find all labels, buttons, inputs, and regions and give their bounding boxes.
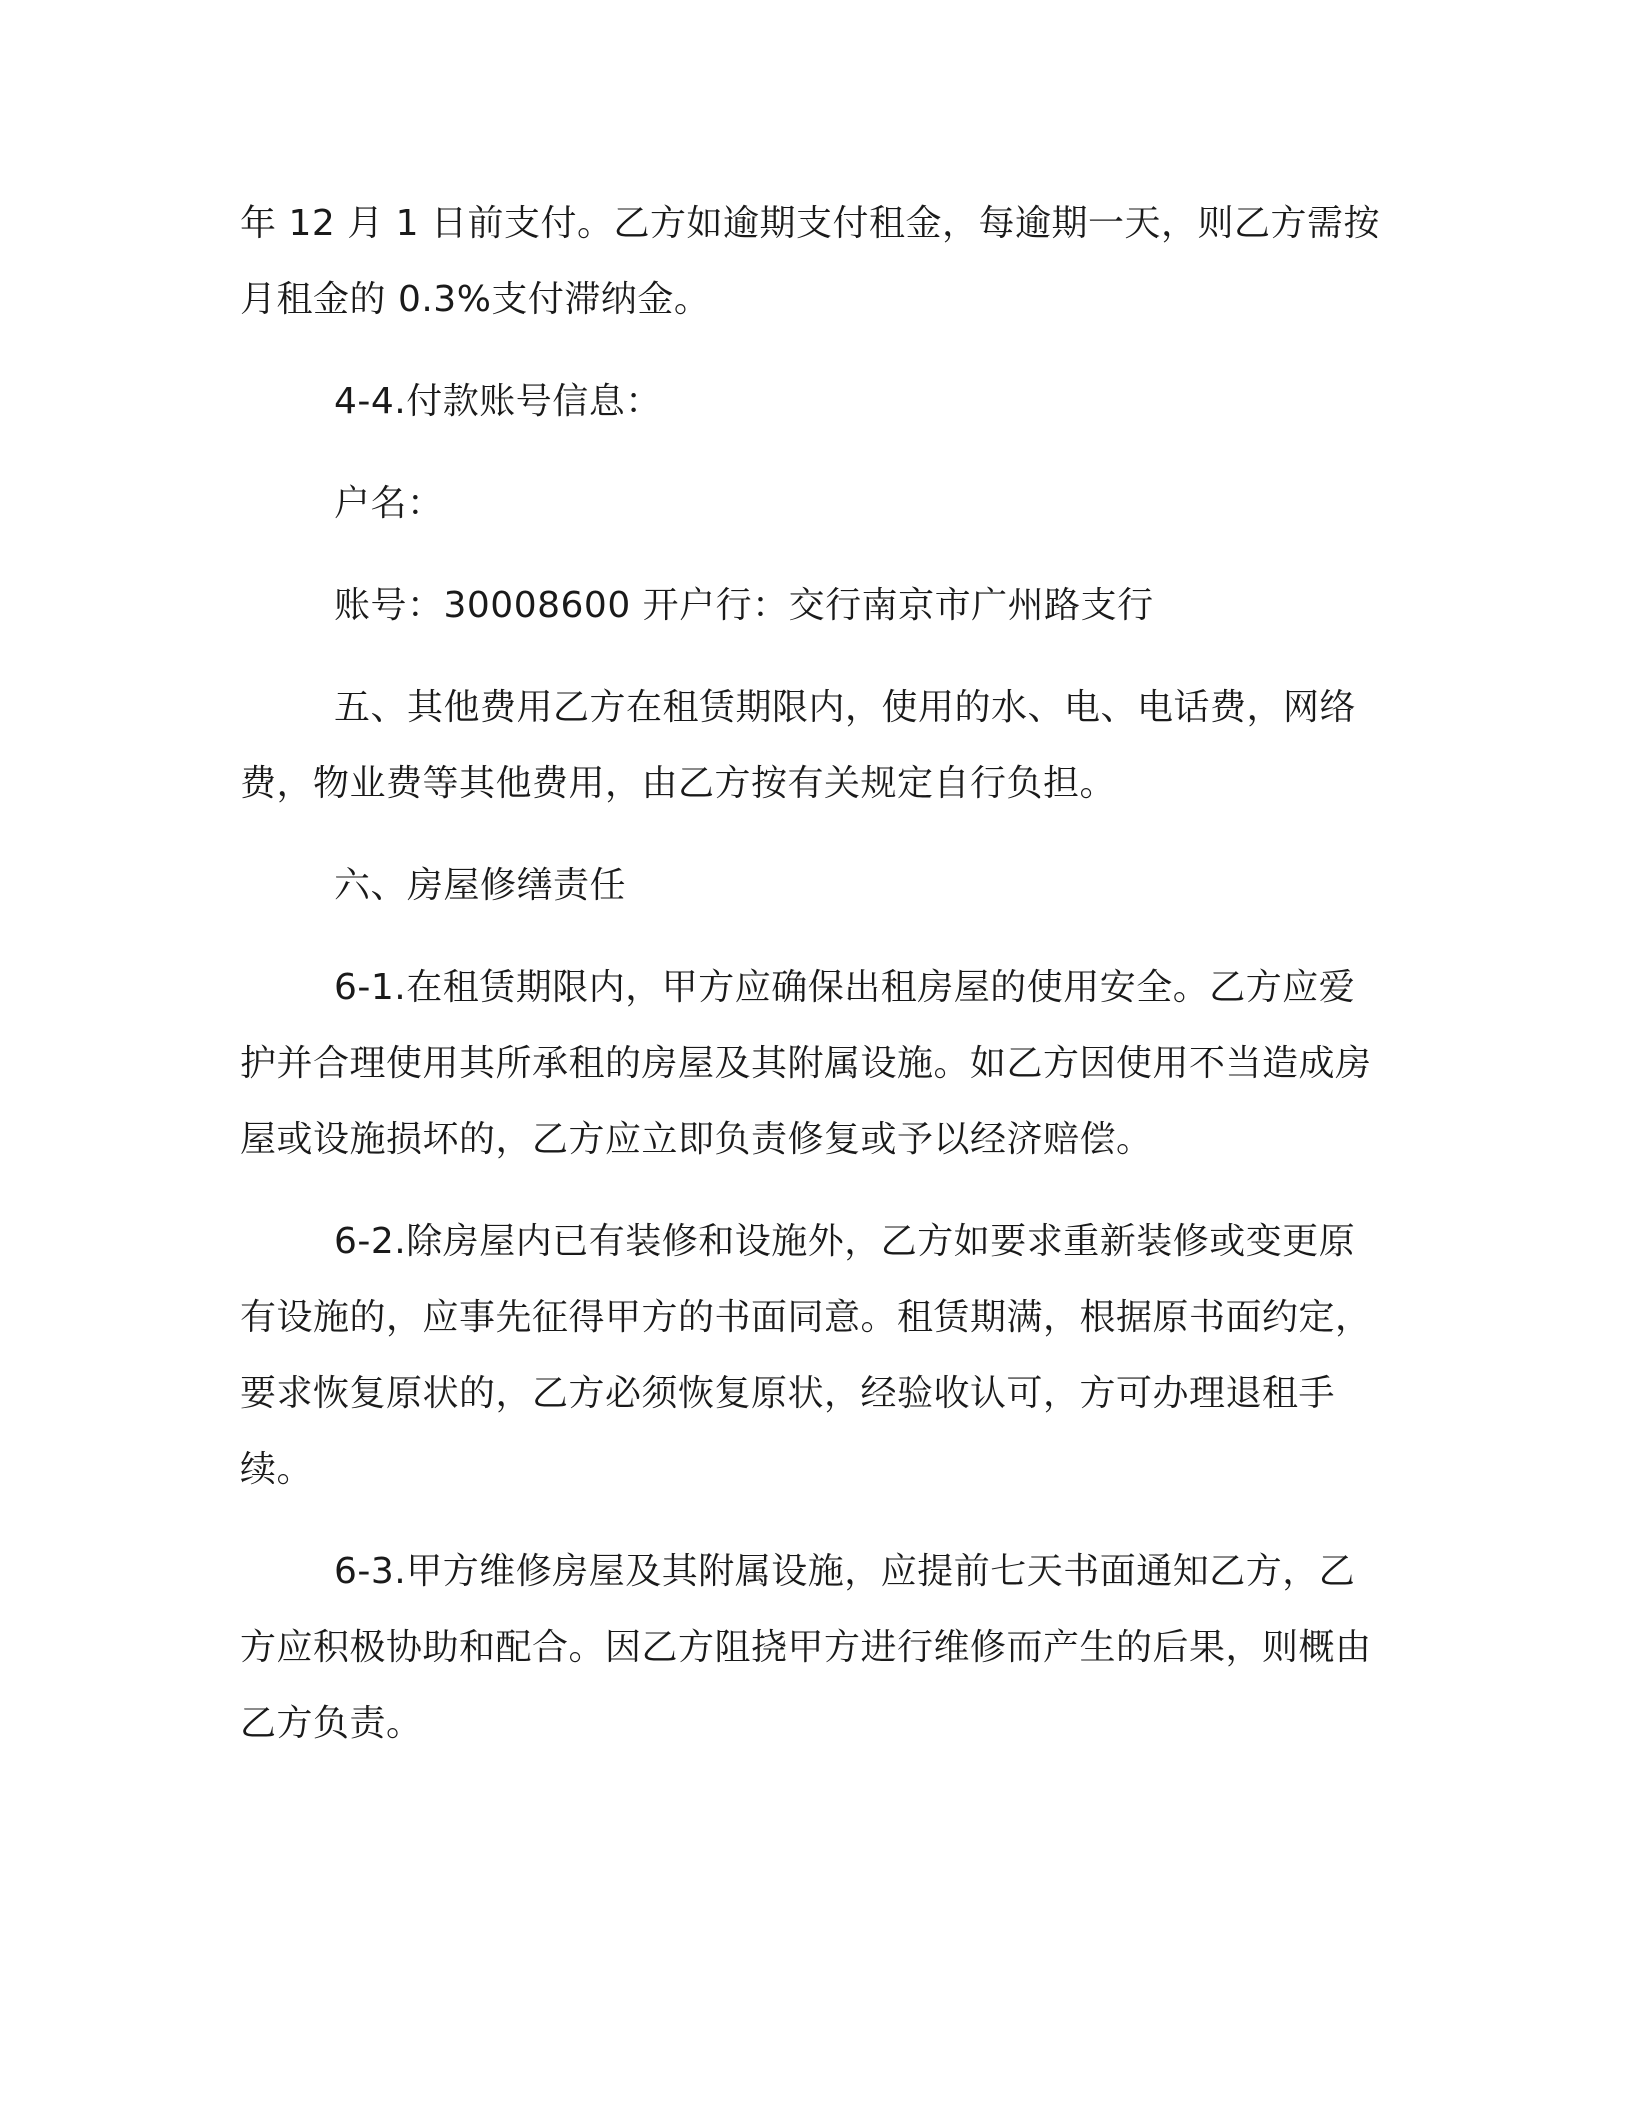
paragraph-other-fees: 五、其他费用乙方在租赁期限内，使用的水、电、电话费，网络费，物业费等其他费用，由乙方按有关规定自行负担。 <box>240 687 1357 804</box>
paragraph-clause-6-1: 6-1.在租赁期限内，甲方应确保出租房屋的使用安全。乙方应爱护并合理使用其所承租的房屋及其附属设施。如乙方因使用不当造成房屋或设施损坏的，乙方应立即负责修复或予以经济赔偿。 <box>240 967 1372 1160</box>
paragraph-account-name: 户名： <box>334 483 444 524</box>
paragraph-account-number: 账号：30008600 开户行：交行南京市广州路支行 <box>334 585 1154 626</box>
paragraph-clause-6-3: 6-3.甲方维修房屋及其附属设施，应提前七天书面通知乙方，乙方应积极协助和配合。因乙方阻挠甲方进行维修而产生的后果，则概由乙方负责。 <box>240 1551 1372 1744</box>
paragraph-clause-6-2: 6-2.除房屋内已有装修和设施外，乙方如要求重新装修或变更原有设施的，应事先征得甲方的书面同意。租赁期满，根据原书面约定，要求恢复原状的，乙方必须恢复原状，经验收认可，方可办理退租手续。 <box>240 1221 1372 1490</box>
document-body <box>240 186 1380 1788</box>
paragraph-payment-deadline: 年 12 月 1 日前支付。乙方如逾期支付租金，每逾期一天，则乙方需按月租金的 0.3%支付滞纳金。 <box>240 203 1380 320</box>
paragraph-account-info-heading: 4-4.付款账号信息： <box>334 381 662 422</box>
section-heading-repair-responsibility: 六、房屋修缮责任 <box>334 865 627 906</box>
